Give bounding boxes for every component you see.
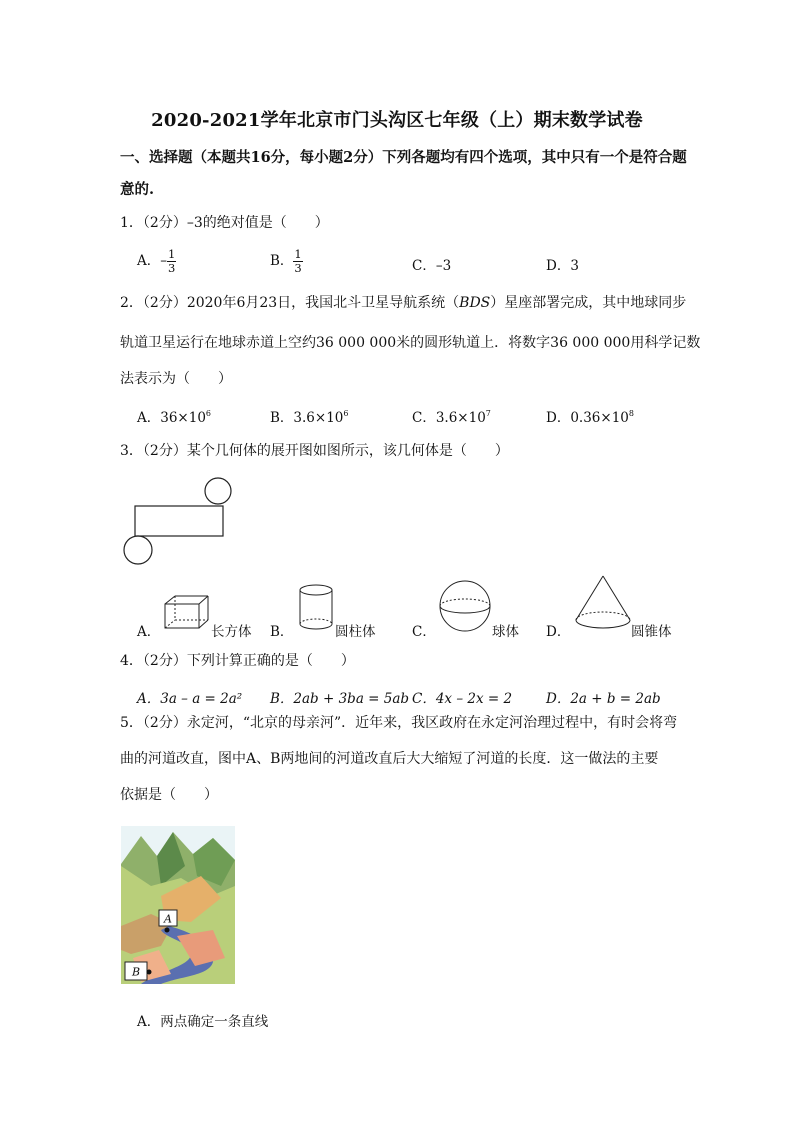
river-illustration — [121, 826, 235, 984]
question-2-line1 — [120, 292, 686, 312]
q5-option-a: A．两点确定一条直线 — [137, 1014, 269, 1030]
cuboid-icon — [163, 594, 211, 632]
question-2-line3: 法表示为（ ） — [120, 371, 232, 387]
point-b-dot — [147, 970, 152, 975]
q2-option-c-base: C．3.6×10 — [412, 410, 486, 426]
q3-option-a-label: A． — [137, 624, 161, 640]
q2-line1-bds: BDS — [459, 295, 491, 311]
q1-option-a-sign: – — [160, 253, 167, 269]
q2-line1-part1: 2．（2分）2020年6月23日，我国北斗卫星导航系统（ — [120, 295, 460, 311]
q2-option-a-exponent: 6 — [205, 409, 212, 418]
q2-option-d-exponent: 8 — [628, 409, 634, 418]
q2-option-c-exponent: 7 — [485, 409, 491, 418]
q2-option-d-base: D．0.36×10 — [546, 410, 629, 426]
q1-option-b-denominator: 3 — [294, 261, 302, 275]
q4-option-c: C．4x – 2x = 2 — [412, 691, 513, 707]
q3-option-a-text: 长方体 — [211, 624, 252, 640]
section-heading-line2: 意的. — [120, 181, 155, 198]
sphere-icon — [438, 580, 492, 634]
q1-option-c: C．–3 — [412, 258, 452, 274]
q4-option-b: B．2ab + 3ba = 5ab — [270, 691, 410, 707]
q2-option-b-base: B．3.6×10 — [270, 410, 344, 426]
q3-option-b-label: B． — [270, 624, 294, 640]
q3-option-d-label: D． — [546, 624, 571, 640]
page-title: 2020-2021学年北京市门头沟区七年级（上）期末数学试卷 — [151, 110, 643, 131]
q2-option-a — [137, 406, 211, 426]
q1-option-a-fraction — [167, 248, 176, 275]
q4-option-a: A．3a – a = 2a² — [137, 691, 243, 707]
net-top-circle — [205, 478, 231, 504]
q2-option-b — [270, 406, 348, 426]
section-heading-line1: 一、选择题（本题共16分，每小题2分）下列各题均有四个选项，其中只有一个是符合题 — [120, 149, 687, 166]
q2-line1-part2: ）星座部署完成，其中地球同步 — [490, 295, 687, 311]
q2-option-b-exponent: 6 — [343, 409, 349, 418]
question-1-stem: 1．（2分）–3的绝对值是（ ） — [120, 215, 329, 231]
q2-option-c — [412, 406, 491, 426]
net-rectangle — [135, 506, 223, 536]
point-a-dot — [165, 928, 170, 933]
q1-option-a — [137, 248, 176, 275]
q2-option-d — [546, 406, 634, 426]
question-4-stem: 4．（2分）下列计算正确的是（ ） — [120, 653, 355, 669]
question-2-line2: 轨道卫星运行在地球赤道上空约36 000 000米的圆形轨道上．将数字36 000 000用科学记数 — [120, 335, 701, 351]
q2-option-a-base: A．36×10 — [137, 410, 206, 426]
q3-option-b-text: 圆柱体 — [335, 624, 376, 640]
q1-option-b-numerator: 1 — [294, 247, 302, 261]
q1-option-d: D．3 — [546, 258, 579, 274]
q1-option-a-numerator: 1 — [168, 247, 176, 261]
question-5-line2: 曲的河道改直，图中A、B两地间的河道改直后大大缩短了河道的长度．这一做法的主要 — [120, 751, 659, 767]
q3-option-c-label: C． — [412, 624, 436, 640]
question-5-line3: 依据是（ ） — [120, 787, 218, 803]
q1-option-b-fraction — [293, 248, 302, 275]
cone-icon — [574, 574, 632, 634]
net-bottom-circle — [124, 536, 152, 564]
question-5-line1: 5．（2分）永定河，“北京的母亲河”．近年来，我区政府在永定河治理过程中，有时会将弯 — [120, 715, 678, 731]
q1-option-b-label: B． — [270, 253, 294, 269]
q1-option-a-label: A． — [137, 253, 161, 269]
net-diagram — [118, 474, 238, 566]
q4-option-d: D．2a + b = 2ab — [546, 691, 661, 707]
q1-option-a-denominator: 3 — [168, 261, 176, 275]
point-b-label: B — [131, 965, 141, 979]
q1-option-b — [270, 248, 303, 275]
cylinder-icon — [296, 582, 336, 634]
q3-option-c-text: 球体 — [492, 624, 519, 640]
q3-option-d-text: 圆锥体 — [631, 624, 672, 640]
point-a-label: A — [164, 912, 172, 926]
question-3-stem: 3．（2分）某个几何体的展开图如图所示，该几何体是（ ） — [120, 443, 509, 459]
